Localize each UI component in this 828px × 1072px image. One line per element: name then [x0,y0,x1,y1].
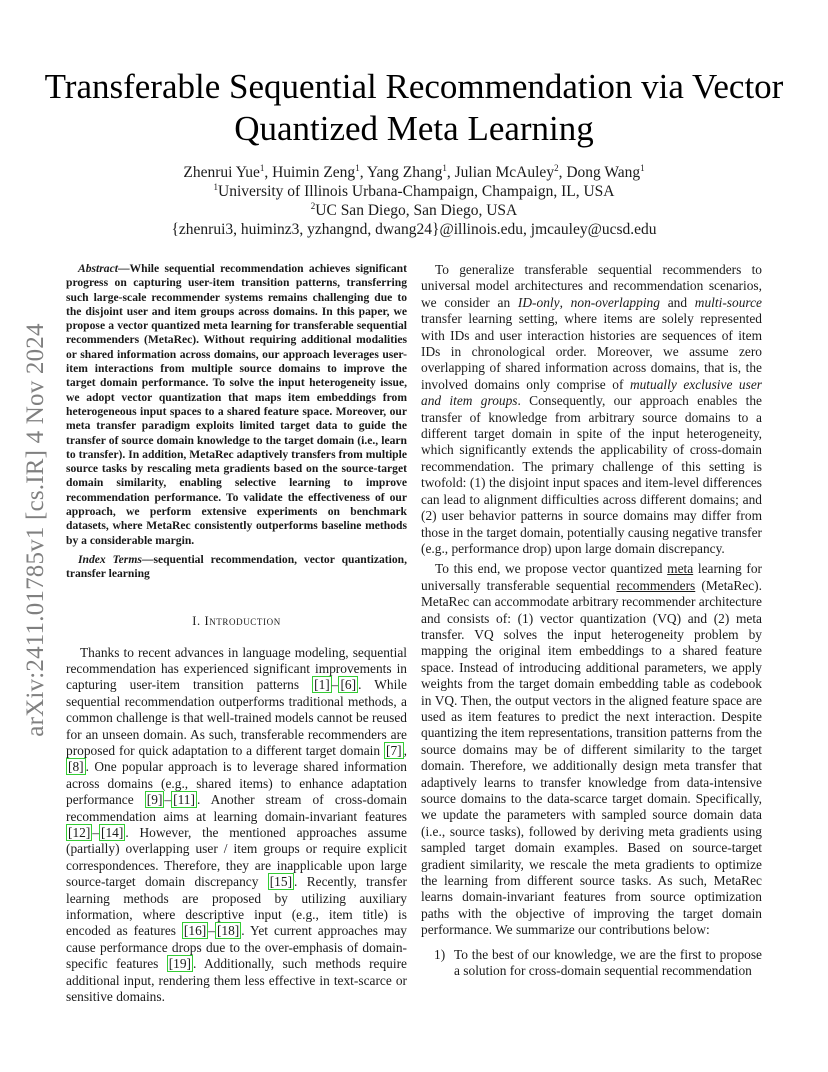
left-column [66,262,407,1005]
citation-link[interactable]: [18] [216,923,240,939]
author-affil-mark: 1 [640,162,645,173]
citation-link[interactable]: [19] [168,956,192,972]
paragraph-text: transfer learning setting, where items are solely represented with IDs and user interaction histories are sequences of item IDs in chronological order. Moreover, we assume zero overlapping of shared information across domains, that is, the involved domains only comprise of [421,311,762,392]
author-name: Julian McAuley [454,164,555,181]
author-affil-mark: 2 [554,162,559,173]
affiliation-text: UC San Diego, San Diego, USA [315,202,518,219]
author-names: Zhenrui Yue$^1$, Huimin Zeng$^1$, Yang Zhang$^1$, Julian McAuley$^2$, Dong Wang$^1$ [183,162,645,181]
intro-text: . Additionally, such methods require additional input, rendering them less effective in text-scarce or sensitive domains. [66,956,407,1005]
author-affil-mark: 1 [259,162,265,173]
index-terms-label: Index Terms [78,552,142,566]
intro-text: Thanks to recent advances in language modeling, sequential recommendation has experienced significant improvements in capturing user-item transition patterns [66,644,407,693]
section-title: Introduction [204,613,281,628]
emphasis-term: multi-source [694,294,762,310]
citation-link[interactable]: [9] [146,792,163,808]
contributions-list [421,947,762,980]
citation-link[interactable]: [1] [314,677,330,693]
intro-text: . Yet current approaches may cause performance drops due to the over-emphasis of domain-specific features [66,923,407,972]
emphasis-term: non-overlapping [570,294,660,310]
underlined-term: meta [667,561,694,577]
approach-paragraph [421,561,762,938]
author-affil-mark: 1 [355,162,360,173]
intro-text: . While sequential recommendation outperforms traditional methods, a common challenge is that well-trained models cannot be reused for an unseen domain. As such, transferable recommenders are proposed for quick adaptation to a different target domain [66,677,407,758]
citation-link[interactable]: [8] [68,759,84,775]
citation-link[interactable]: [12] [68,825,91,840]
right-column [421,262,762,979]
contribution-item [421,947,762,980]
paragraph-text: and [659,294,695,310]
paper-title: Transferable Sequential Recommendation via Vector Quantized Meta Learning [44,67,784,148]
abstract-label: Abstract [78,262,118,275]
range-dash: – [92,825,100,840]
paragraph-text: (MetaRec). MetaRec can accommodate arbitrary recommender architecture and consists of: (1) vector quantization (VQ) and (2) meta transfer. VQ solves the input heterogeneity problem by mapping the original item embeddings to a shared feature space. Instead of introducing additional parameters, we apply weights from the target domain embedding table as codebook in VQ. Then, the output vectors in the aligned feature space are used as item features to predict the next interaction. Despite quantizing the item representations, transition patterns from the source domains may be of different similarity to the target domain. Therefore, we additionally design meta transfer that adaptively learns to transfer knowledge from data-intensive source domains to the data-scarce target domain. Specifically, we update the parameters with sampled source domain data (i.e., source tasks), followed by deriving meta gradients using sampled target domain examples. Based on source-target gradient similarity, we rescale the meta gradients to optimize the learning from different source tasks. As such, MetaRec learns domain-invariant features from source optimization paths with the objective of improving the target domain performance. We summarize our contributions below: [421,577,762,938]
intro-text: . Another stream of cross-domain recommendation aims at learning domain-invariant features [66,792,407,824]
index-terms-text: sequential recommendation, vector quantization, transfer learning [66,552,408,581]
intro-paragraph [66,645,407,1006]
paragraph-text: , [559,294,571,310]
intro-text: . One popular approach is to leverage shared information across domains (e.g., shared items) to enhance adaptation performance [66,759,407,808]
paragraph-text: To generalize transferable sequential recommenders to universal model architectures and recommendation scenarios, we consider an [421,262,762,310]
emphasis-term: mutually exclusive user and item groups [421,376,762,409]
citation-link[interactable]: [14] [101,825,124,840]
citation-link[interactable]: [6] [340,677,357,693]
author-name: Huimin Zeng [272,164,356,181]
section-heading-introduction [66,614,407,629]
citation-link[interactable]: [7] [386,742,402,758]
abstract-dash: — [117,262,130,275]
citation-link[interactable]: [15] [269,874,293,890]
range-dash: – [208,923,215,939]
citation-separator: , [403,742,407,758]
paragraph-text: To this end, we propose vector quantized [435,561,668,577]
abstract-text: While sequential recommendation achieves significant progress on capturing user-item transition patterns, transferring such large-scale recommender systems remains challenging due to the disjoint user and item groups across domains. In this paper, we propose a vector quantized meta learning for transferable sequential recommenders (MetaRec). Without requiring additional modalities or shared information across domains, our approach leverages user-item interactions from multiple source domains to improve the target domain performance. To solve the input heterogeneity issue, we adopt vector quantization that maps item embeddings from heterogeneous input spaces to a shared feature space. Moreover, our meta transfer paradigm exploits limited target data to guide the transfer of source domain knowledge to the target domain (i.e., learn to transfer). In addition, MetaRec adaptively transfers from multiple source tasks by rescaling meta gradients based on the source-target domain similarity, enabling selective learning to improve recommendation performance. To validate the effectiveness of our approach, we perform extensive experiments on benchmark datasets, where MetaRec consistently outperforms baseline methods by a considerable margin. [66,262,407,547]
intro-text: . However, the mentioned approaches assume (partially) overlapping user / item groups or require explicit correspondences. Therefore, they are inapplicable upon large source-target domain discrepancy [66,825,407,890]
index-terms-dash: — [141,552,154,566]
arxiv-side-identifier [6,300,66,760]
citation-link[interactable]: [16] [183,923,207,939]
underlined-term: recommenders [616,577,696,593]
author-name: Zhenrui Yue [183,164,260,181]
contribution-text: To the best of our knowledge, we are the first to propose a solution for cross-domain sequential recommendation [454,946,762,979]
author-block [0,163,828,239]
contribution-number: 1) [434,946,446,962]
affiliation-text: University of Illinois Urbana-Champaign, Champaign, IL, USA [218,183,615,200]
setting-paragraph [421,262,762,557]
author-emails: {zhenrui3, huiminz3, yzhangnd, dwang24}@illinois.edu, jmcauley@ucsd.edu [171,221,657,238]
author-name: Yang Zhang [366,164,443,181]
emphasis-term: ID-only [517,294,560,310]
index-terms [66,553,407,582]
author-affil-mark: 1 [442,162,447,173]
abstract [66,262,407,548]
arxiv-identifier-text: arXiv:2411.01785v1 [cs.IR] 4 Nov 2024 [22,323,49,737]
affil-mark: 1 [213,181,218,192]
affil-mark: 2 [310,200,316,211]
intro-text: . Recently, transfer learning methods are proposed by utilizing auxiliary information, where descriptive input (e.g., item title) is encoded as features [66,874,407,939]
author-name: Dong Wang [566,164,641,181]
affiliation-2 [0,201,828,220]
paragraph-text: . Consequently, our approach enables the transfer of knowledge from arbitrary source domains to a different target domain in spite of the input heterogeneity, which significantly extends the applicability of cross-domain recommendation. The primary challenge of this setting is twofold: (1) the disjoint input spaces and item-level differences can lead to alignment difficulties across different domains; and (2) user behavior patterns in source domains may differ from those in the target domain, potentially causing negative transfer (e.g., performance drop) upon large domain discrepancy. [421,393,763,556]
affiliation-1 [0,182,828,201]
range-dash: – [164,792,172,808]
paragraph-text: learning for universally transferable sequential [421,561,763,593]
citation-link[interactable]: [11] [173,792,195,808]
range-dash: – [331,677,339,693]
section-number: I. [192,613,201,628]
